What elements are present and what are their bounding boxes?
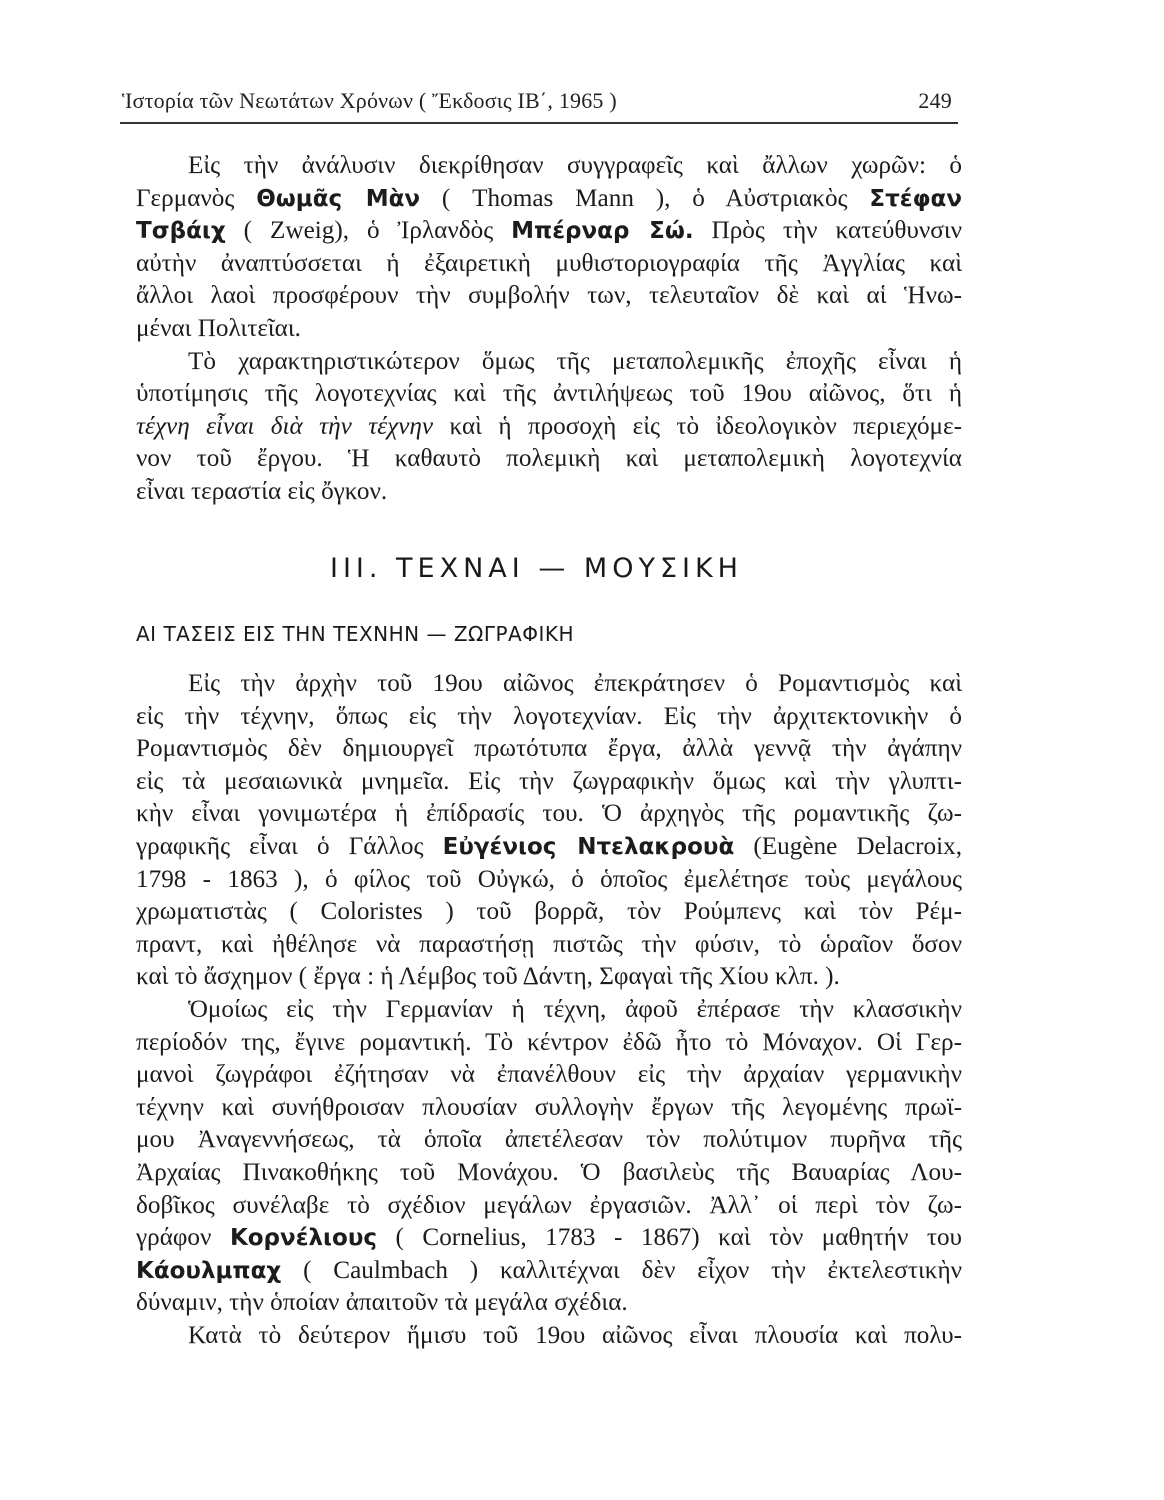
paragraph-3 (136, 668, 962, 994)
text-line: μανοὶ ζωγράφοι ἐζήτησαν νὰ ἐπανέλθουν εἰς τὴν ἀρχαίαν γερμανικὴν (136, 1061, 962, 1089)
text-line: Τὸ χαρακτηριστικώτερον ὅμως τῆς μεταπολεμικῆς ἐποχῆς εἶναι ἡ (188, 347, 962, 375)
text-line: Εἰς τὴν ἀνάλυσιν διεκρίθησαν συγγραφεῖς καὶ ἄλλων χωρῶν: ὁ (188, 152, 962, 179)
text-line: Κάουλμπαχ ( Caulmbach ) καλλιτέχναι δὲν εἶχον τὴν ἐκτελεστικὴν (136, 1256, 962, 1284)
paragraph-4 (136, 994, 962, 1320)
subheading: ΑΙ ΤΑΣΕΙΣ ΕΙΣ ΤΗΝ ΤΕΧΝΗΝ — ΖΩΓΡΑΦΙΚΗ (136, 622, 574, 646)
text-line: Ρομαντισμὸς δὲν δημιουργεῖ πρωτότυπα ἔργα, ἀλλὰ γεννᾷ τὴν ἀγάπην (136, 735, 962, 763)
name-kaulbach: Κάουλμπαχ (136, 1257, 282, 1284)
text-line: χρωματιστὰς ( Coloristes ) τοῦ βορρᾶ, τὸν Ρούμπενς καὶ τὸν Ρέμ- (136, 898, 962, 926)
text-block-lower (136, 668, 962, 1352)
text-line: Ἀρχαίας Πινακοθήκης τοῦ Μονάχου. Ὁ βασιλεὺς τῆς Βαυαρίας Λου- (136, 1158, 962, 1186)
text-line: τέχνη εἶναι διὰ τὴν τέχνην καὶ ἡ προσοχὴ εἰς τὸ ἰδεολογικὸν περιεχόμε- (136, 412, 963, 440)
text-line: μέναι Πολιτεῖαι. (136, 314, 301, 342)
text-line: Κατὰ τὸ δεύτερον ἥμισυ τοῦ 19ου αἰῶνος εἶναι πλουσία καὶ πολυ- (188, 1321, 962, 1349)
text-line: καὶ τὸ ἄσχημον ( ἔργα : ἡ Λέμβος τοῦ Δάντη, Σφαγαὶ τῆς Χίου κλπ. ). (136, 963, 840, 991)
text-line: Ὁμοίως εἰς τὴν Γερμανίαν ἡ τέχνη, ἀφοῦ ἐπέρασε τὴν κλασσικὴν (188, 995, 962, 1023)
text-line: αὐτὴν ἀναπτύσσεται ἡ ἐξαιρετικὴ μυθιστοριογραφία τῆς Ἀγγλίας καὶ (136, 249, 962, 277)
name-bernard-shaw: Μπέρναρ Σώ. (511, 218, 694, 245)
text-line: δύναμιν, τὴν ὁποίαν ἀπαιτοῦν τὰ μεγάλα σχέδια. (136, 1289, 628, 1317)
text-line: γραφικῆς εἶναι ὁ Γάλλος Εὐγένιος Ντελακρουὰ (Eugène Delacroix, (136, 832, 963, 860)
text-line: δοβῖκος συνέλαβε τὸ σχέδιον μεγάλων ἐργασιῶν. Ἀλλ᾿ οἱ περὶ τὸν ζω- (136, 1191, 962, 1219)
name-stefan-zweig: Στέφαν (869, 185, 963, 212)
text-line: πραντ, καὶ ἠθέλησε νὰ παραστήσῃ πιστῶς τὴν φύσιν, τὸ ὡραῖον ὅσον (136, 930, 962, 958)
name-cornelius: Κορνέλιους (229, 1225, 377, 1252)
text-line: κὴν εἶναι γονιμωτέρα ἡ ἐπίδρασίς του. Ὁ ἀρχηγὸς τῆς ρομαντικῆς ζω- (136, 800, 962, 828)
text-line: μου Ἀναγεννήσεως, τὰ ὁποῖα ἀπετέλεσαν τὸν πολύτιμον πυρῆνα τῆς (136, 1126, 962, 1154)
paragraph-2 (136, 346, 962, 509)
text-block-upper (136, 150, 962, 509)
name-delacroix: Εὐγένιος Ντελακρουὰ (442, 833, 735, 860)
paragraph-5 (136, 1320, 962, 1353)
italic-phrase: τέχνη εἶναι διὰ τὴν τέχνην (136, 412, 434, 440)
header-rule (120, 122, 958, 124)
text-line: εἶναι τεραστία εἰς ὄγκον. (136, 477, 388, 505)
text-line: Γερμανὸς Θωμᾶς Μὰν ( Thomas Mann ), ὁ Αὐστριακὸς Στέφαν (136, 184, 963, 212)
text-line: τέχνην καὶ συνήθροισαν πλουσίαν συλλογὴν ἔργων τῆς λεγομένης πρωϊ- (136, 1093, 962, 1121)
paragraph-1 (136, 150, 962, 346)
header-title: Ἱστορία τῶν Νεωτάτων Χρόνων ( Ἔκδοσις ΙΒ΄, 1965 ) (122, 88, 617, 113)
text-line: εἰς τὴν τέχνην, ὅπως εἰς τὴν λογοτεχνίαν. Εἰς τὴν ἀρχιτεκτονικὴν ὁ (136, 702, 962, 730)
text-line: ὑποτίμησις τῆς λογοτεχνίας καὶ τῆς ἀντιλήψεως τοῦ 19ου αἰῶνος, ὅτι ἡ (136, 380, 962, 408)
text-line: Εἰς τὴν ἀρχὴν τοῦ 19ου αἰῶνος ἐπεκράτησεν ὁ Ρομαντισμὸς καὶ (188, 670, 962, 697)
page-number: 249 (918, 88, 952, 113)
running-header (122, 88, 952, 114)
text-line: 1798 - 1863 ), ὁ φίλος τοῦ Οὐγκώ, ὁ ὁποῖος ἐμελέτησε τοὺς μεγάλους (136, 865, 962, 893)
name-thomas-mann: Θωμᾶς Μὰν (256, 185, 421, 212)
text-line: γράφον Κορνέλιους ( Cornelius, 1783 - 1867) καὶ τὸν μαθητήν του (136, 1224, 963, 1252)
text-line: εἰς τὰ μεσαιωνικὰ μνημεῖα. Εἰς τὴν ζωγραφικὴν ὅμως καὶ τὴν γλυπτι- (136, 767, 962, 795)
text-line: Τσβάιχ ( Zweig), ὁ Ἰρλανδὸς Μπέρναρ Σώ. Πρὸς τὴν κατεύθυνσιν (136, 217, 962, 245)
text-line: περίοδόν της, ἔγινε ρομαντική. Τὸ κέντρον ἐδῶ ἦτο τὸ Μόναχον. Οἱ Γερ- (136, 1028, 962, 1056)
section-title: III. ΤΕΧΝΑΙ — ΜΟΥΣΙΚΗ (330, 553, 743, 584)
text-line: ἄλλοι λαοὶ προσφέρουν τὴν συμβολήν των, τελευταῖον δὲ καὶ αἱ Ἡνω- (136, 282, 962, 310)
text-line: νον τοῦ ἔργου. Ἡ καθαυτὸ πολεμικὴ καὶ μεταπολεμικὴ λογοτεχνία (136, 445, 962, 473)
name-zweig-cont: Τσβάιχ (136, 218, 226, 245)
